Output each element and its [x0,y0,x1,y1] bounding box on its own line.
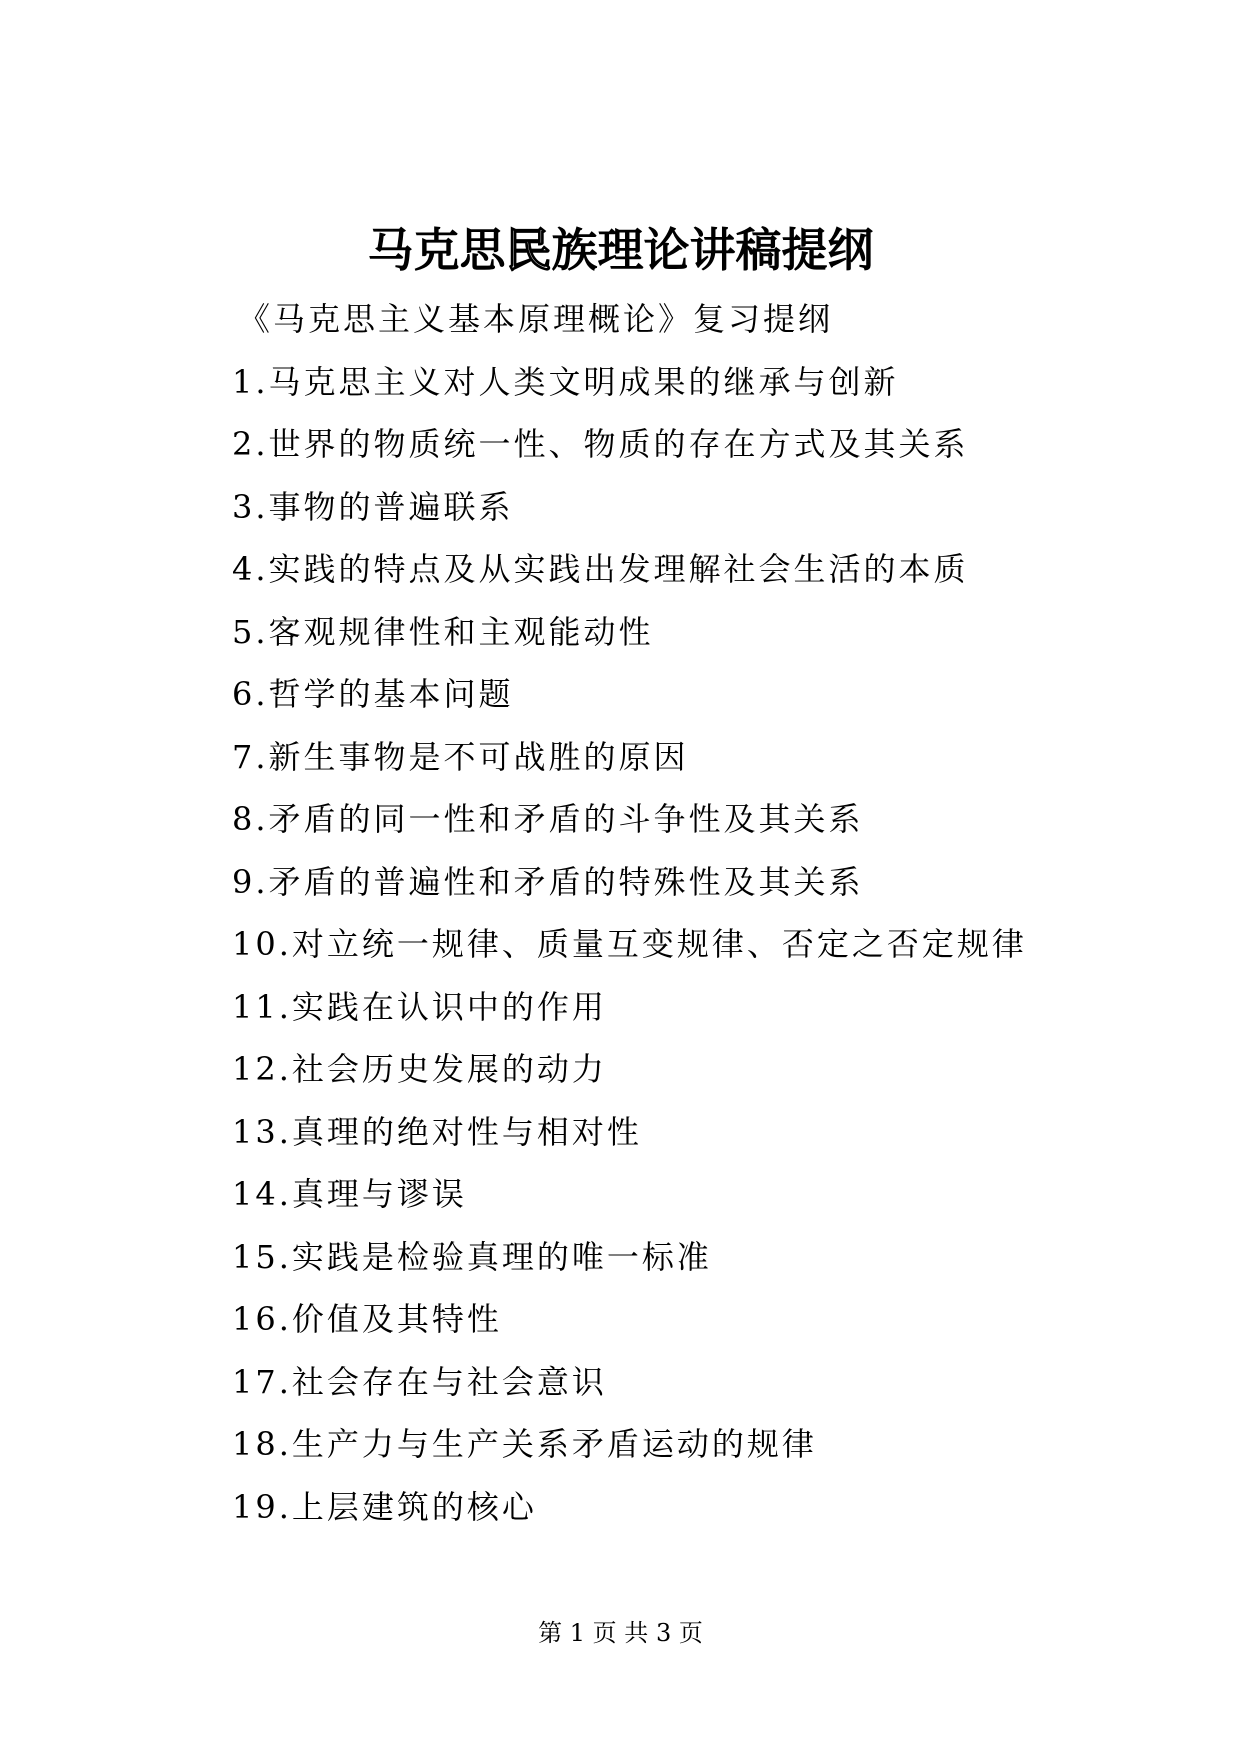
outline-item: 3.事物的普遍联系 [232,487,514,526]
outline-item: 2.世界的物质统一性、物质的存在方式及其关系 [232,425,969,463]
title-part-1: 马克思 [367,223,506,277]
outline-item: 9.矛盾的普遍性和矛盾的特殊性及其关系 [232,862,864,901]
outline-item: 15.实践是检验真理的唯一标准 [232,1237,712,1276]
page-footer: 第 1 页 共 3 页 [538,1619,703,1647]
outline-item: 18.生产力与生产关系矛盾运动的规律 [232,1425,817,1463]
outline-item: 14.真理与谬误 [232,1175,467,1213]
outline-item: 19.上层建筑的核心 [232,1487,537,1526]
outline-item: 6.哲学的基本问题 [232,675,514,713]
title-part-2: 族理论讲稿提纲 [551,223,874,277]
title-hollow-char: 民 [505,223,552,277]
outline-item: 12.社会历史发展的动力 [232,1050,607,1088]
outline-item: 13.真理的绝对性与相对性 [232,1112,642,1151]
outline-item: 4.实践的特点及从实践出发理解社会生活的本质 [232,550,969,588]
outline-subtitle: 《马克思主义基本原理概论》复习提纲 [238,300,834,338]
outline-item: 7.新生事物是不可战胜的原因 [232,737,689,776]
outline-body [232,288,1132,1538]
outline-item: 5.客观规律性和主观能动性 [232,612,654,651]
outline-item: 8.矛盾的同一性和矛盾的斗争性及其关系 [232,800,864,838]
outline-item: 16.价值及其特性 [232,1300,502,1338]
outline-item: 11.实践在认识中的作用 [232,987,607,1026]
outline-item: 10.对立统一规律、质量互变规律、否定之否定规律 [232,925,1027,963]
page-title [0,220,1241,280]
outline-item: 1.马克思主义对人类文明成果的继承与创新 [232,362,899,401]
outline-item: 17.社会存在与社会意识 [232,1362,607,1401]
